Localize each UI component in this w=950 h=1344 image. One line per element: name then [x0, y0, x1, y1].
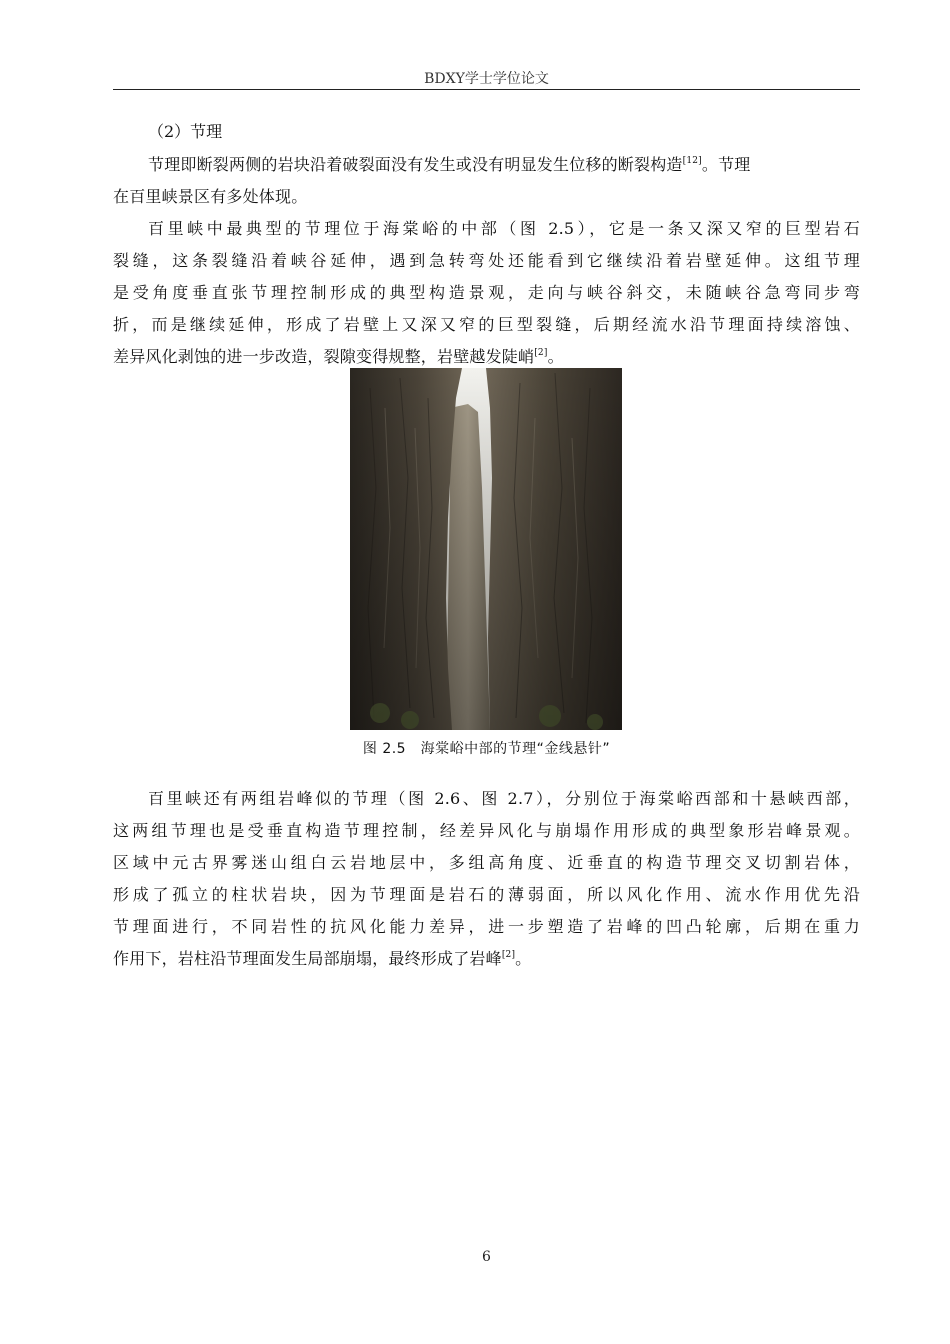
citation: [12]: [682, 156, 702, 166]
paragraph-line: 裂缝，这条裂缝沿着峡谷延伸，遇到急转弯处还能看到它继续沿着岩壁延伸。这组节理: [113, 251, 860, 270]
paragraph-line: 节理面进行，不同岩性的抗风化能力差异，进一步塑造了岩峰的凹凸轮廓，后期在重力: [113, 917, 860, 936]
header-rule: [113, 89, 860, 90]
paragraph-text: 。: [515, 949, 532, 968]
citation: [2]: [534, 348, 548, 358]
section-heading: （2）节理: [148, 122, 223, 141]
figure-canyon-photo: [350, 368, 622, 730]
paragraph-line: 百里峡中最典型的节理位于海棠峪的中部（图 2.5），它是一条又深又窄的巨型岩石: [148, 219, 860, 238]
paragraph-line: 在百里峡景区有多处体现。: [113, 187, 308, 206]
paragraph-line: 百里峡还有两组岩峰似的节理（图 2.6、图 2.7），分别位于海棠峪西部和十悬峡西部，: [148, 789, 860, 808]
paragraph-text: 节理即断裂两侧的岩块沿着破裂面没有发生或没有明显发生位移的断裂构造: [148, 155, 683, 174]
paragraph-joint-definition: [113, 149, 860, 213]
citation: [2]: [501, 950, 516, 960]
paragraph-text: 。节理: [701, 155, 751, 174]
canyon-photo-illustration: [350, 368, 622, 730]
paragraph-haitangyu-joint: [113, 213, 860, 373]
figure-caption: 图 2.5 海棠峪中部的节理“金线悬针”: [362, 741, 611, 757]
paragraph-line: 这两组节理也是受垂直构造节理控制，经差异风化与崩塌作用形成的典型象形岩峰景观。: [113, 821, 860, 840]
paragraph-text: 作用下，岩柱沿节理面发生局部崩塌，最终形成了岩峰: [113, 949, 502, 968]
paragraph-line: 形成了孤立的柱状岩块，因为节理面是岩石的薄弱面，所以风化作用、流水作用优先沿: [113, 885, 860, 904]
paragraph-line: [113, 943, 860, 975]
paragraph-line: 是受角度垂直张节理控制形成的典型构造景观，走向与峡谷斜交，未随峡谷急弯同步弯: [113, 283, 860, 302]
page-number: 6: [482, 1249, 491, 1265]
paragraph-text: 。: [547, 347, 564, 366]
page-header: BDXY学士学位论文: [424, 71, 549, 87]
paragraph-line: [113, 149, 860, 181]
paragraph-text: 差异风化剥蚀的进一步改造，裂隙变得规整，岩壁越发陡峭: [113, 347, 535, 366]
paragraph-line: 区域中元古界雾迷山组白云岩地层中，多组高角度、近垂直的构造节理交叉切割岩体，: [113, 853, 860, 872]
paragraph-line: 折，而是继续延伸，形成了岩壁上又深又窄的巨型裂缝，后期经流水沿节理面持续溶蚀、: [113, 315, 860, 334]
paragraph-rock-peak-joints: [113, 783, 860, 975]
